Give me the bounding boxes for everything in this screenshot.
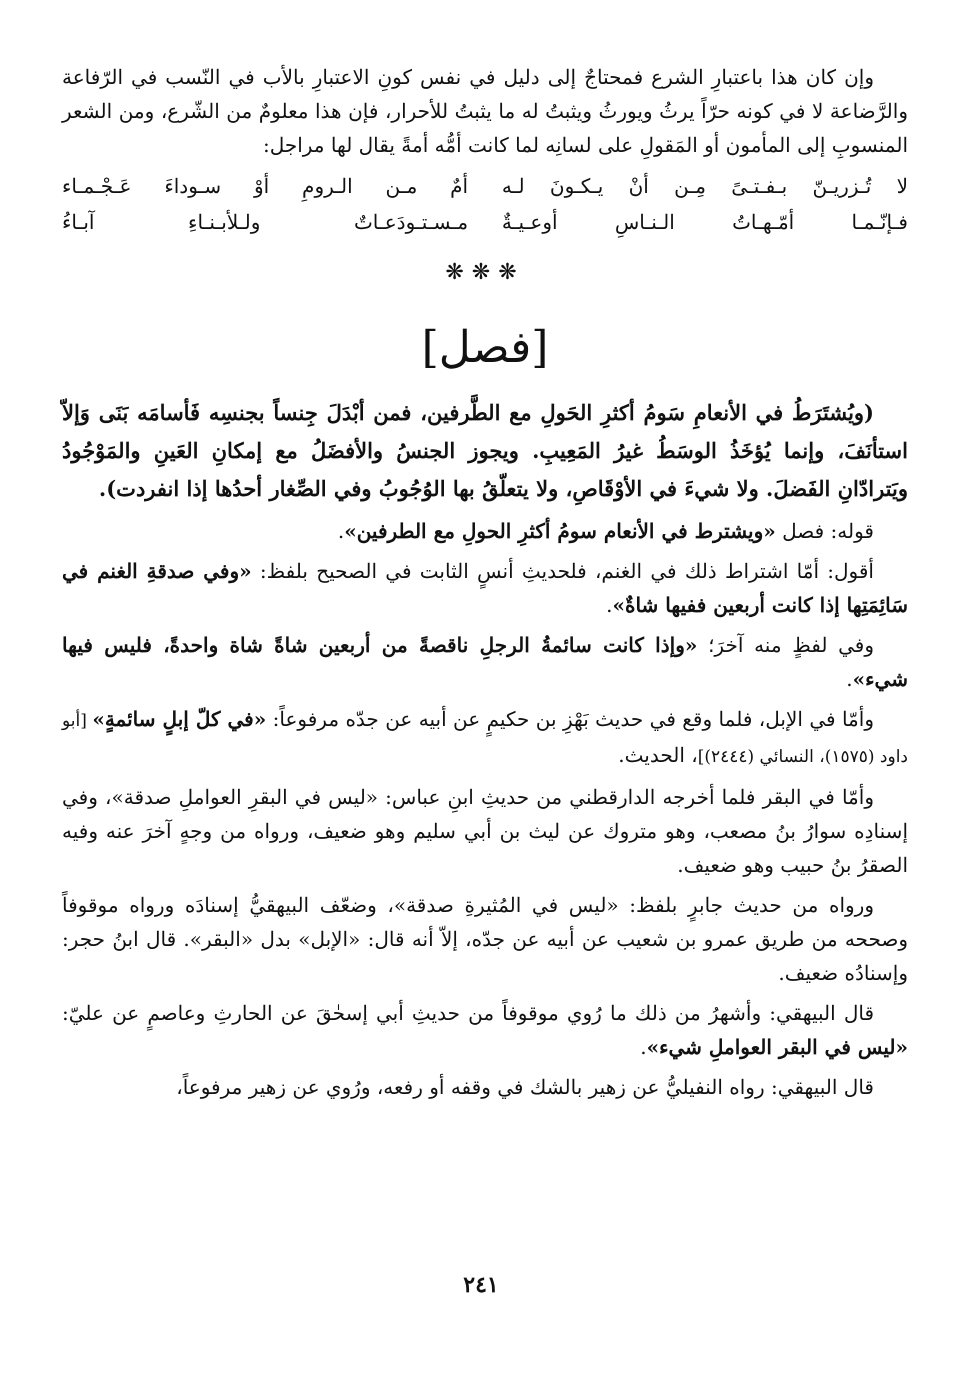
poem (62, 168, 908, 240)
commentary-paragraph: وفي لفظٍ منه آخرَ؛ «وإذا كانت سائمةُ الرجلِ ناقصةً من أربعين شاةً شاة واحدةً، فليس فيها شيء». (62, 633, 908, 691)
commentary-paragraph: وأمّا في البقر فلما أخرجه الدارقطني من حديثِ ابنِ عباس: «ليس في البقرِ العواملِ صدقة»، وفي إسنادِه سوارُ بنُ مصعب، وهو متروك عن ليث بن أبي سليم وهو ضعيف، ورواه من وجهٍ آخرَ عنه وفيه الصقرُ بنُ حبيب وهو ضعيف. (62, 785, 908, 877)
commentary-paragraph: قال البيهقي: رواه النفيليُّ عن زهير بالشك في وقفه أو رفعه، ورُوي عن زهير مرفوعاً، (176, 1075, 874, 1099)
verse-first-hemistich: لا تُـزريـنّ بـفـتـىً مِـن أنْ يـكـونَ لـه (501, 174, 908, 198)
commentary-paragraph: قوله: فصل «ويشترط في الأنعام سومُ أكثرِ الحولِ مع الطرفين». (337, 519, 874, 543)
page-number: ٢٤١ (463, 1272, 499, 1298)
section-title: [فصل] (421, 322, 549, 373)
poem-verse (62, 204, 908, 240)
poem-verse (62, 168, 908, 204)
verse-first-hemistich: فـإنّـمـا أمّـهـاتُ الـنـاسِ أوعـيـةٌ (501, 210, 908, 234)
matn-paragraph: (ويُشتَرَطُ في الأنعامِ سَومُ أكثرِ الحَولِ مع الطَّرفين، فمن أبْدَلَ جِنساً بجنسِه فَأسامَه بَنَى وَإلاّ استأنَفَ، وإنما يُؤخَذُ الوسَطُ غيرُ المَعِيبِ. ويجوز الجنسُ والأفضَلُ مع إمكانِ العَينِ والمَوْجُودُ ويَترادّانِ الفَضلَ. ولا شيءَ في الأوْقَاصِ، ولا يتعلّقُ بها الوُجُوبُ وفي الصِّغار أحدُها إذا انفردت). (62, 400, 908, 501)
ornament-separator: ❋❋❋ (445, 260, 525, 285)
commentary-paragraph: ورواه من حديث جابرٍ بلفظ: «ليس في المُثيرةِ صدقة»، وضعّف البيهقيُّ إسنادَه ورواه موقوفاً وصححه من طريق عمرو بن شعيب عن أبيه عن جدّه، إلاّ أنه قال: «الإبل» بدل «البقر». قال ابنُ حجر: وإسنادُه ضعيف. (62, 893, 908, 985)
intro-paragraph: وإن كان هذا باعتبارِ الشرع فمحتاجٌ إلى دليل في نفس كونِ الاعتبارِ بالأب في النّسب في الرّفاعة والرَّضاعة لا في كونه حرّاً يرثُ ويورثُ ويثبتُ له ما يثبتُ للأحرار، فإن هذا معلومٌ من الشّرع، ومن الشعر المنسوبِ إلى المأمون أو المَقولِ على لسانِه لما كانت أمُّه أمةً يقال لها مراجل: (62, 65, 908, 157)
page-body (62, 60, 908, 1104)
commentary-paragraph: وأمّا في الإبل، فلما وقع في حديث بَهْزِ بن حكيمٍ عن أبيه عن جدّه مرفوعاً: «في كلّ إبلٍ سائمةٍ» [أبو داود (١٥٧٥)، النسائي (٢٤٤٤)]، الحديث. (62, 707, 908, 767)
source-reference: [أبو داود (١٥٧٥)، النسائي (٢٤٤٤)] (62, 711, 908, 767)
commentary-paragraph: أقول: أمّا اشتراط ذلك في الغنم، فلحديثِ أنسٍ الثابت في الصحيح بلفظ: «وفي صدقةِ الغنم في سَائِمَتِها إذا كانت أربعين ففيها شاةٌ». (62, 559, 908, 617)
verse-second-hemistich: مـسـتـودَعـاتٌ ولـلأبـنـاءِ آبـاءُ (62, 210, 469, 234)
commentary-paragraph: قال البيهقي: وأشهرُ من ذلك ما رُوي موقوفاً من حديثِ أبي إسحٰقَ عن الحارثِ وعاصمٍ عن عليّ: «ليس في البقر العواملِ شيء». (62, 1001, 908, 1059)
verse-second-hemistich: أمٌ مـن الـرومِ أوْ سـوداءَ عَـجْـمـاء (62, 174, 469, 198)
